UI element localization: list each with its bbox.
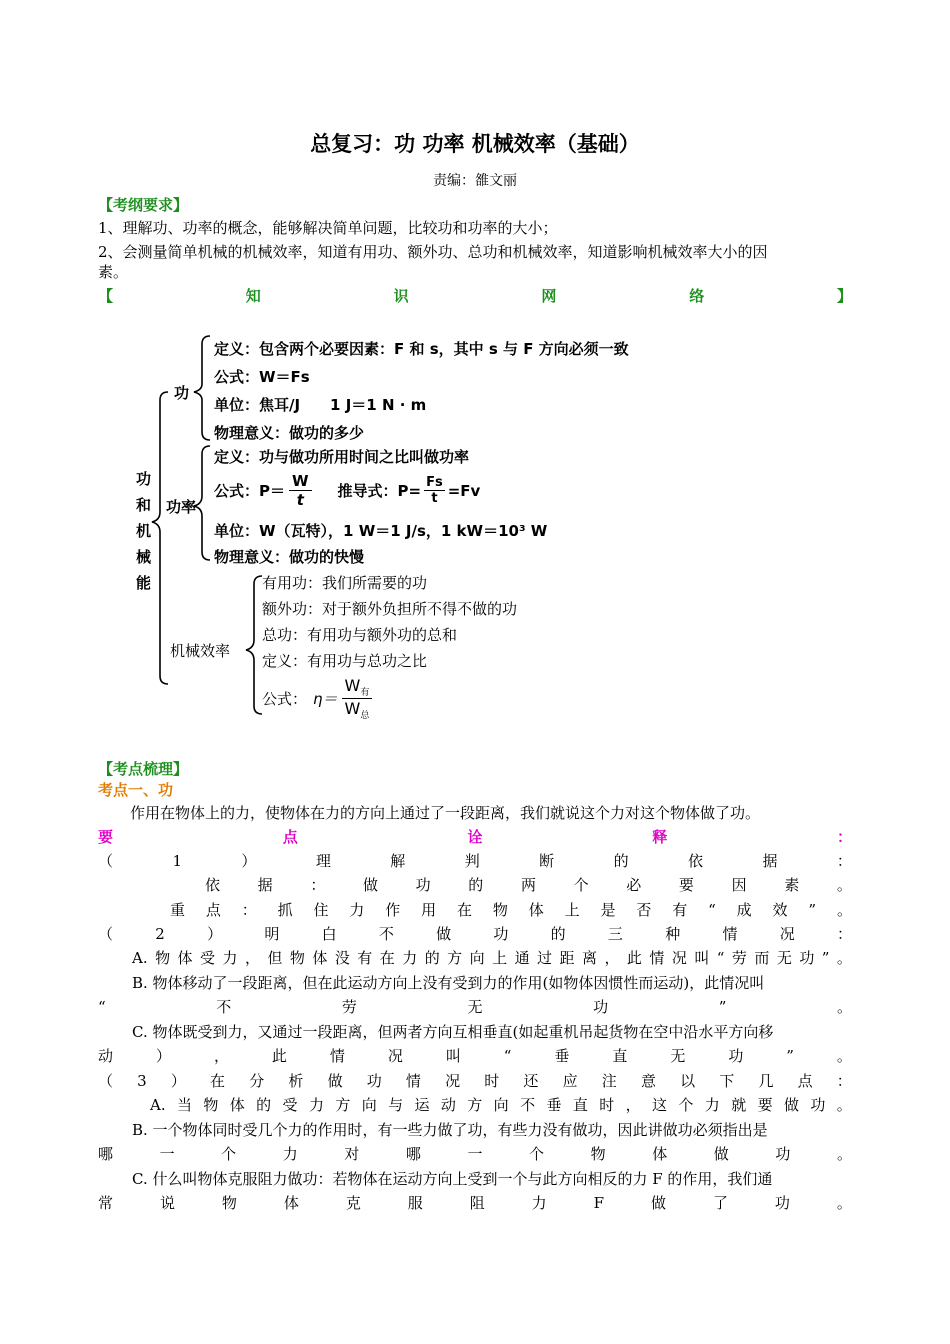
text-token: 几 bbox=[758, 1072, 774, 1090]
text-token: 力 bbox=[222, 949, 238, 967]
text-token: 叫 bbox=[445, 1047, 461, 1065]
text-token: 就 bbox=[731, 1096, 747, 1114]
text-token: 直 bbox=[612, 1047, 628, 1065]
work-meaning: 物理意义：做功的多少 bbox=[214, 424, 365, 442]
points-heading: 【考点梳理】 bbox=[98, 760, 189, 778]
text-token: 析 bbox=[288, 1072, 304, 1090]
text-token: “ bbox=[708, 901, 716, 919]
text-token: 情 bbox=[649, 949, 665, 967]
text-token: 阻 bbox=[469, 1194, 485, 1212]
text-token: 受 bbox=[200, 949, 216, 967]
text-token: 个 bbox=[529, 1145, 545, 1163]
text-token: 向 bbox=[469, 949, 485, 967]
text-token: 否 bbox=[636, 901, 652, 919]
text-token: 时 bbox=[484, 1072, 500, 1090]
row-1 bbox=[98, 849, 852, 873]
text-token: 离 bbox=[581, 949, 597, 967]
explain-heading bbox=[98, 825, 852, 849]
text-token: 判 bbox=[464, 852, 480, 870]
text-token: 况 bbox=[387, 1047, 403, 1065]
text-token: 力 bbox=[349, 901, 365, 919]
text-token: F bbox=[593, 1194, 605, 1212]
text-token: 。 bbox=[836, 949, 852, 967]
text-token: 了 bbox=[712, 1194, 728, 1212]
text-token: 解 bbox=[390, 852, 406, 870]
text-token: 因 bbox=[731, 876, 747, 894]
text-token: 距 bbox=[559, 949, 575, 967]
efficiency-label: 机械效率 bbox=[170, 642, 231, 660]
text-token: 的 bbox=[424, 949, 440, 967]
text-token: 这 bbox=[652, 1096, 668, 1114]
text-token: 。 bbox=[836, 876, 852, 894]
text-token: ， bbox=[213, 1047, 229, 1065]
text-token: 物 bbox=[590, 1145, 606, 1163]
text-token: 个 bbox=[221, 1145, 237, 1163]
text-token: 住 bbox=[313, 901, 329, 919]
text-token: 注 bbox=[601, 1072, 617, 1090]
text-token: 常 bbox=[98, 1194, 114, 1212]
text-token: ： bbox=[310, 876, 326, 894]
text-token: 下 bbox=[719, 1072, 735, 1090]
text-token: 体 bbox=[528, 901, 544, 919]
work-unit: 单位：焦耳/J 1 J＝1 N · m bbox=[214, 396, 427, 414]
text-token: 。 bbox=[836, 1047, 852, 1065]
text-token: 。 bbox=[836, 1194, 852, 1212]
text-token: 劳 bbox=[731, 949, 747, 967]
text-token: 的 bbox=[256, 1096, 272, 1114]
text-token: 的 bbox=[613, 852, 629, 870]
text-token: 抓 bbox=[277, 901, 293, 919]
efficiency-extra: 额外功：对于额外负担所不得不做的功 bbox=[262, 600, 518, 618]
text-token: 劳 bbox=[341, 998, 357, 1016]
text-token: ： bbox=[241, 901, 257, 919]
efficiency-fraction: $W_有$ $W_总$ bbox=[342, 676, 373, 721]
power-meaning: 物理意义：做功的快慢 bbox=[214, 548, 365, 566]
text-token: 哪 bbox=[405, 1145, 421, 1163]
text-token: 此 bbox=[271, 1047, 287, 1065]
text-token: 种 bbox=[665, 925, 681, 943]
text-token: 重 bbox=[170, 901, 186, 919]
syllabus-item-2-cont: 素。 bbox=[98, 263, 129, 281]
text-token: 上 bbox=[564, 901, 580, 919]
text-token: 要 bbox=[678, 876, 694, 894]
row-10 bbox=[98, 1069, 852, 1093]
text-token: 有 bbox=[357, 949, 373, 967]
power-definition: 定义：功与做功所用时间之比叫做功率 bbox=[214, 448, 470, 466]
text-token: 要 bbox=[757, 1096, 773, 1114]
text-token: 要 bbox=[98, 828, 114, 846]
text-token: 况 bbox=[671, 949, 687, 967]
text-token: 体 bbox=[283, 1194, 299, 1212]
efficiency-formula: 公式： η＝ $W_有$ $W_总$ bbox=[262, 676, 372, 721]
text-token: 叫 bbox=[694, 949, 710, 967]
row-9 bbox=[98, 1044, 852, 1068]
text-token: 断 bbox=[539, 852, 555, 870]
text-token: 动 bbox=[98, 1047, 114, 1065]
text-token: 作 bbox=[385, 901, 401, 919]
row-4 bbox=[98, 922, 852, 946]
text-token: （ bbox=[98, 852, 114, 870]
text-token: 服 bbox=[407, 1194, 423, 1212]
text-token: ： bbox=[836, 852, 852, 870]
text-token: 无 bbox=[670, 1047, 686, 1065]
work-formula: 公式：W＝Fs bbox=[214, 368, 310, 386]
text-token: 体 bbox=[177, 949, 193, 967]
text-token: 此 bbox=[626, 949, 642, 967]
text-token: 但 bbox=[267, 949, 283, 967]
knowledge-diagram bbox=[130, 328, 670, 728]
text-token: 有 bbox=[672, 901, 688, 919]
text-token: 效 bbox=[772, 901, 788, 919]
text-token: 物 bbox=[155, 949, 171, 967]
text-token: 据 bbox=[257, 876, 273, 894]
efficiency-total: 总功：有用功与额外功的总和 bbox=[262, 626, 458, 644]
text-token: ： bbox=[836, 1072, 852, 1090]
text-token: 情 bbox=[405, 1072, 421, 1090]
row-15 bbox=[98, 1191, 852, 1215]
point1-heading: 考点一、功 bbox=[98, 781, 174, 799]
text-token: 点 bbox=[205, 901, 221, 919]
row-5 bbox=[132, 946, 852, 970]
text-token: 直 bbox=[572, 1096, 588, 1114]
text-token: 情 bbox=[722, 925, 738, 943]
text-token: 。 bbox=[836, 1145, 852, 1163]
text-token: 物 bbox=[221, 1194, 237, 1212]
point1-intro: 作用在物体上的力，使物体在力的方向上通过了一段距离，我们就说这个力对这个物体做了功。 bbox=[130, 804, 761, 822]
text-token: 不 bbox=[378, 925, 394, 943]
text-token: 个 bbox=[573, 876, 589, 894]
derived-fraction: $\frac{Fs}{t}$ bbox=[426, 475, 443, 506]
text-token: 力 bbox=[282, 1145, 298, 1163]
text-token: 垂 bbox=[546, 1096, 562, 1114]
text-token: 。 bbox=[836, 901, 852, 919]
text-token: 1 bbox=[172, 852, 182, 870]
text-token: 意 bbox=[640, 1072, 656, 1090]
text-token: 以 bbox=[680, 1072, 696, 1090]
text-token: 动 bbox=[440, 1096, 456, 1114]
row-6: B. 物体移动了一段距离，但在此运动方向上没有受到力的作用(如物体因惯性而运动)，此情况叫 bbox=[132, 974, 765, 992]
text-token: 体 bbox=[312, 949, 328, 967]
text-token: 方 bbox=[447, 949, 463, 967]
text-token: 时 bbox=[599, 1096, 615, 1114]
text-token: 点 bbox=[797, 1072, 813, 1090]
text-token: 当 bbox=[176, 1096, 192, 1114]
text-token: 2 bbox=[155, 925, 165, 943]
text-token: ， bbox=[625, 1096, 641, 1114]
text-token: 做 bbox=[327, 1072, 343, 1090]
text-token: 点 bbox=[282, 828, 298, 846]
text-token: 不 bbox=[520, 1096, 536, 1114]
text-token: 做 bbox=[783, 1096, 799, 1114]
text-token: 方 bbox=[335, 1096, 351, 1114]
text-token: 力 bbox=[402, 949, 418, 967]
text-token: ” bbox=[808, 901, 817, 919]
text-token: 功 bbox=[593, 998, 609, 1016]
text-token: 垂 bbox=[554, 1047, 570, 1065]
row-12: B. 一个物体同时受几个力的作用时，有一些力做了功，有些力没有做功，因此讲做功必须指出是 bbox=[132, 1121, 768, 1139]
text-token: 白 bbox=[321, 925, 337, 943]
work-label: 功 bbox=[174, 384, 190, 402]
text-token: 做 bbox=[650, 1194, 666, 1212]
text-token: ， bbox=[244, 949, 260, 967]
text-token: 通 bbox=[514, 949, 530, 967]
text-token: 功 bbox=[366, 1072, 382, 1090]
text-token: 两 bbox=[520, 876, 536, 894]
syllabus-heading: 【考纲要求】 bbox=[98, 196, 189, 214]
row-2 bbox=[205, 873, 852, 897]
text-token: 。 bbox=[836, 998, 852, 1016]
text-token: 依 bbox=[688, 852, 704, 870]
text-token: 过 bbox=[537, 949, 553, 967]
text-token: 用 bbox=[421, 901, 437, 919]
text-token: 3 bbox=[137, 1072, 147, 1090]
text-token: ” bbox=[786, 1047, 794, 1065]
text-token: 无 bbox=[776, 949, 792, 967]
text-token: 诠 bbox=[467, 828, 483, 846]
text-token: ： bbox=[836, 925, 852, 943]
text-token: 受 bbox=[282, 1096, 298, 1114]
row-11 bbox=[150, 1093, 852, 1117]
text-token: ） bbox=[170, 1072, 186, 1090]
text-token: 明 bbox=[264, 925, 280, 943]
text-token: 功 bbox=[774, 1194, 790, 1212]
page-title: 总复习：功 功率 机械效率（基础） bbox=[310, 131, 640, 156]
text-token: 功 bbox=[493, 925, 509, 943]
text-token: 的 bbox=[468, 876, 484, 894]
text-token: 功 bbox=[415, 876, 431, 894]
text-token: 功 bbox=[728, 1047, 744, 1065]
text-token: 是 bbox=[600, 901, 616, 919]
text-token: ” bbox=[821, 949, 830, 967]
text-token: 物 bbox=[289, 949, 305, 967]
text-token: 依 bbox=[205, 876, 221, 894]
text-token: 据 bbox=[762, 852, 778, 870]
text-token: 物 bbox=[203, 1096, 219, 1114]
power-unit: 单位：W（瓦特），1 W＝1 J/s，1 kW＝10³ W bbox=[214, 522, 548, 540]
text-token: 上 bbox=[492, 949, 508, 967]
text-token: 在 bbox=[379, 949, 395, 967]
text-token: 没 bbox=[334, 949, 350, 967]
text-token: 释 bbox=[652, 828, 668, 846]
text-token: ” bbox=[718, 998, 727, 1016]
text-token: 在 bbox=[457, 901, 473, 919]
text-token: 功 bbox=[799, 949, 815, 967]
text-token: （ bbox=[98, 1072, 114, 1090]
row-14: C. 什么叫物体克服阻力做功：若物体在运动方向上受到一个与此方向相反的力 F 的作用，我们通 bbox=[132, 1170, 773, 1188]
editor-credit: 责编：雒文丽 bbox=[433, 173, 517, 189]
text-token: 分 bbox=[249, 1072, 265, 1090]
work-definition: 定义：包含两个必要因素：F 和 s，其中 s 与 F 方向必须一致 bbox=[214, 340, 629, 358]
text-token: 无 bbox=[467, 998, 483, 1016]
text-token: 况 bbox=[779, 925, 795, 943]
text-token: 做 bbox=[362, 876, 378, 894]
text-token: （ bbox=[98, 925, 114, 943]
text-token: 向 bbox=[493, 1096, 509, 1114]
text-token: 体 bbox=[652, 1145, 668, 1163]
text-token: 三 bbox=[607, 925, 623, 943]
syllabus-item-2: 2、会测量简单机械的机械效率，知道有用功、额外功、总功和机械效率，知道影响机械效率大小的因 bbox=[98, 243, 768, 261]
row-8: C. 物体既受到力，又通过一段距离，但两者方向互相垂直(如起重机吊起货物在空中沿水平方向移 bbox=[132, 1023, 774, 1041]
syllabus-item-1: 1、理解功、功率的概念，能够解决简单问题，比较功和功率的大小； bbox=[98, 219, 558, 237]
text-token: 必 bbox=[626, 876, 642, 894]
row-13 bbox=[98, 1142, 852, 1166]
power-label: 功率 bbox=[166, 498, 197, 516]
text-token: 对 bbox=[344, 1145, 360, 1163]
text-token: 功 bbox=[775, 1145, 791, 1163]
text-token: 哪 bbox=[98, 1145, 114, 1163]
text-token: 做 bbox=[436, 925, 452, 943]
text-token: 功 bbox=[810, 1096, 826, 1114]
text-token: 方 bbox=[467, 1096, 483, 1114]
text-token: 克 bbox=[345, 1194, 361, 1212]
row-7 bbox=[98, 995, 852, 1019]
text-token: 不 bbox=[216, 998, 232, 1016]
text-token: “ bbox=[716, 949, 725, 967]
text-token: 物 bbox=[492, 901, 508, 919]
text-token: 力 bbox=[704, 1096, 720, 1114]
text-token: “ bbox=[503, 1047, 512, 1065]
text-token: 应 bbox=[562, 1072, 578, 1090]
text-token: 体 bbox=[229, 1096, 245, 1114]
text-token: “ bbox=[98, 998, 106, 1016]
text-token: 个 bbox=[678, 1096, 694, 1114]
text-token: 运 bbox=[414, 1096, 430, 1114]
row-3 bbox=[170, 898, 852, 922]
power-formula: 公式：P＝ W t 推导式：P= $\frac{Fs}{t}$ =Fv bbox=[214, 472, 481, 509]
text-token: 而 bbox=[754, 949, 770, 967]
text-token: 况 bbox=[445, 1072, 461, 1090]
text-token: 一 bbox=[467, 1145, 483, 1163]
text-token: ） bbox=[155, 1047, 171, 1065]
root-label: 功 和 机 械 能 bbox=[136, 470, 152, 592]
text-token: ， bbox=[604, 949, 620, 967]
network-heading: 【 知 识 网 络 】 bbox=[98, 287, 852, 305]
text-token: A. bbox=[132, 949, 148, 967]
text-token: 与 bbox=[388, 1096, 404, 1114]
text-token: 向 bbox=[361, 1096, 377, 1114]
text-token: 一 bbox=[159, 1145, 175, 1163]
text-token: ） bbox=[241, 852, 257, 870]
text-token: 在 bbox=[210, 1072, 226, 1090]
text-token: 力 bbox=[308, 1096, 324, 1114]
text-token: 说 bbox=[159, 1194, 175, 1212]
efficiency-useful: 有用功：我们所需要的功 bbox=[262, 574, 428, 592]
text-token: 成 bbox=[736, 901, 752, 919]
text-token: 力 bbox=[531, 1194, 547, 1212]
text-token: 情 bbox=[329, 1047, 345, 1065]
text-token: A. bbox=[150, 1096, 166, 1114]
text-token: 的 bbox=[550, 925, 566, 943]
efficiency-definition: 定义：有用功与总功之比 bbox=[262, 652, 428, 670]
text-token: 还 bbox=[523, 1072, 539, 1090]
power-fraction: W t bbox=[289, 472, 312, 509]
text-token: 做 bbox=[713, 1145, 729, 1163]
text-token: ） bbox=[207, 925, 223, 943]
text-token: 理 bbox=[315, 852, 331, 870]
text-token: 素 bbox=[784, 876, 800, 894]
text-token: 。 bbox=[836, 1096, 852, 1114]
text-token: ： bbox=[836, 828, 852, 846]
